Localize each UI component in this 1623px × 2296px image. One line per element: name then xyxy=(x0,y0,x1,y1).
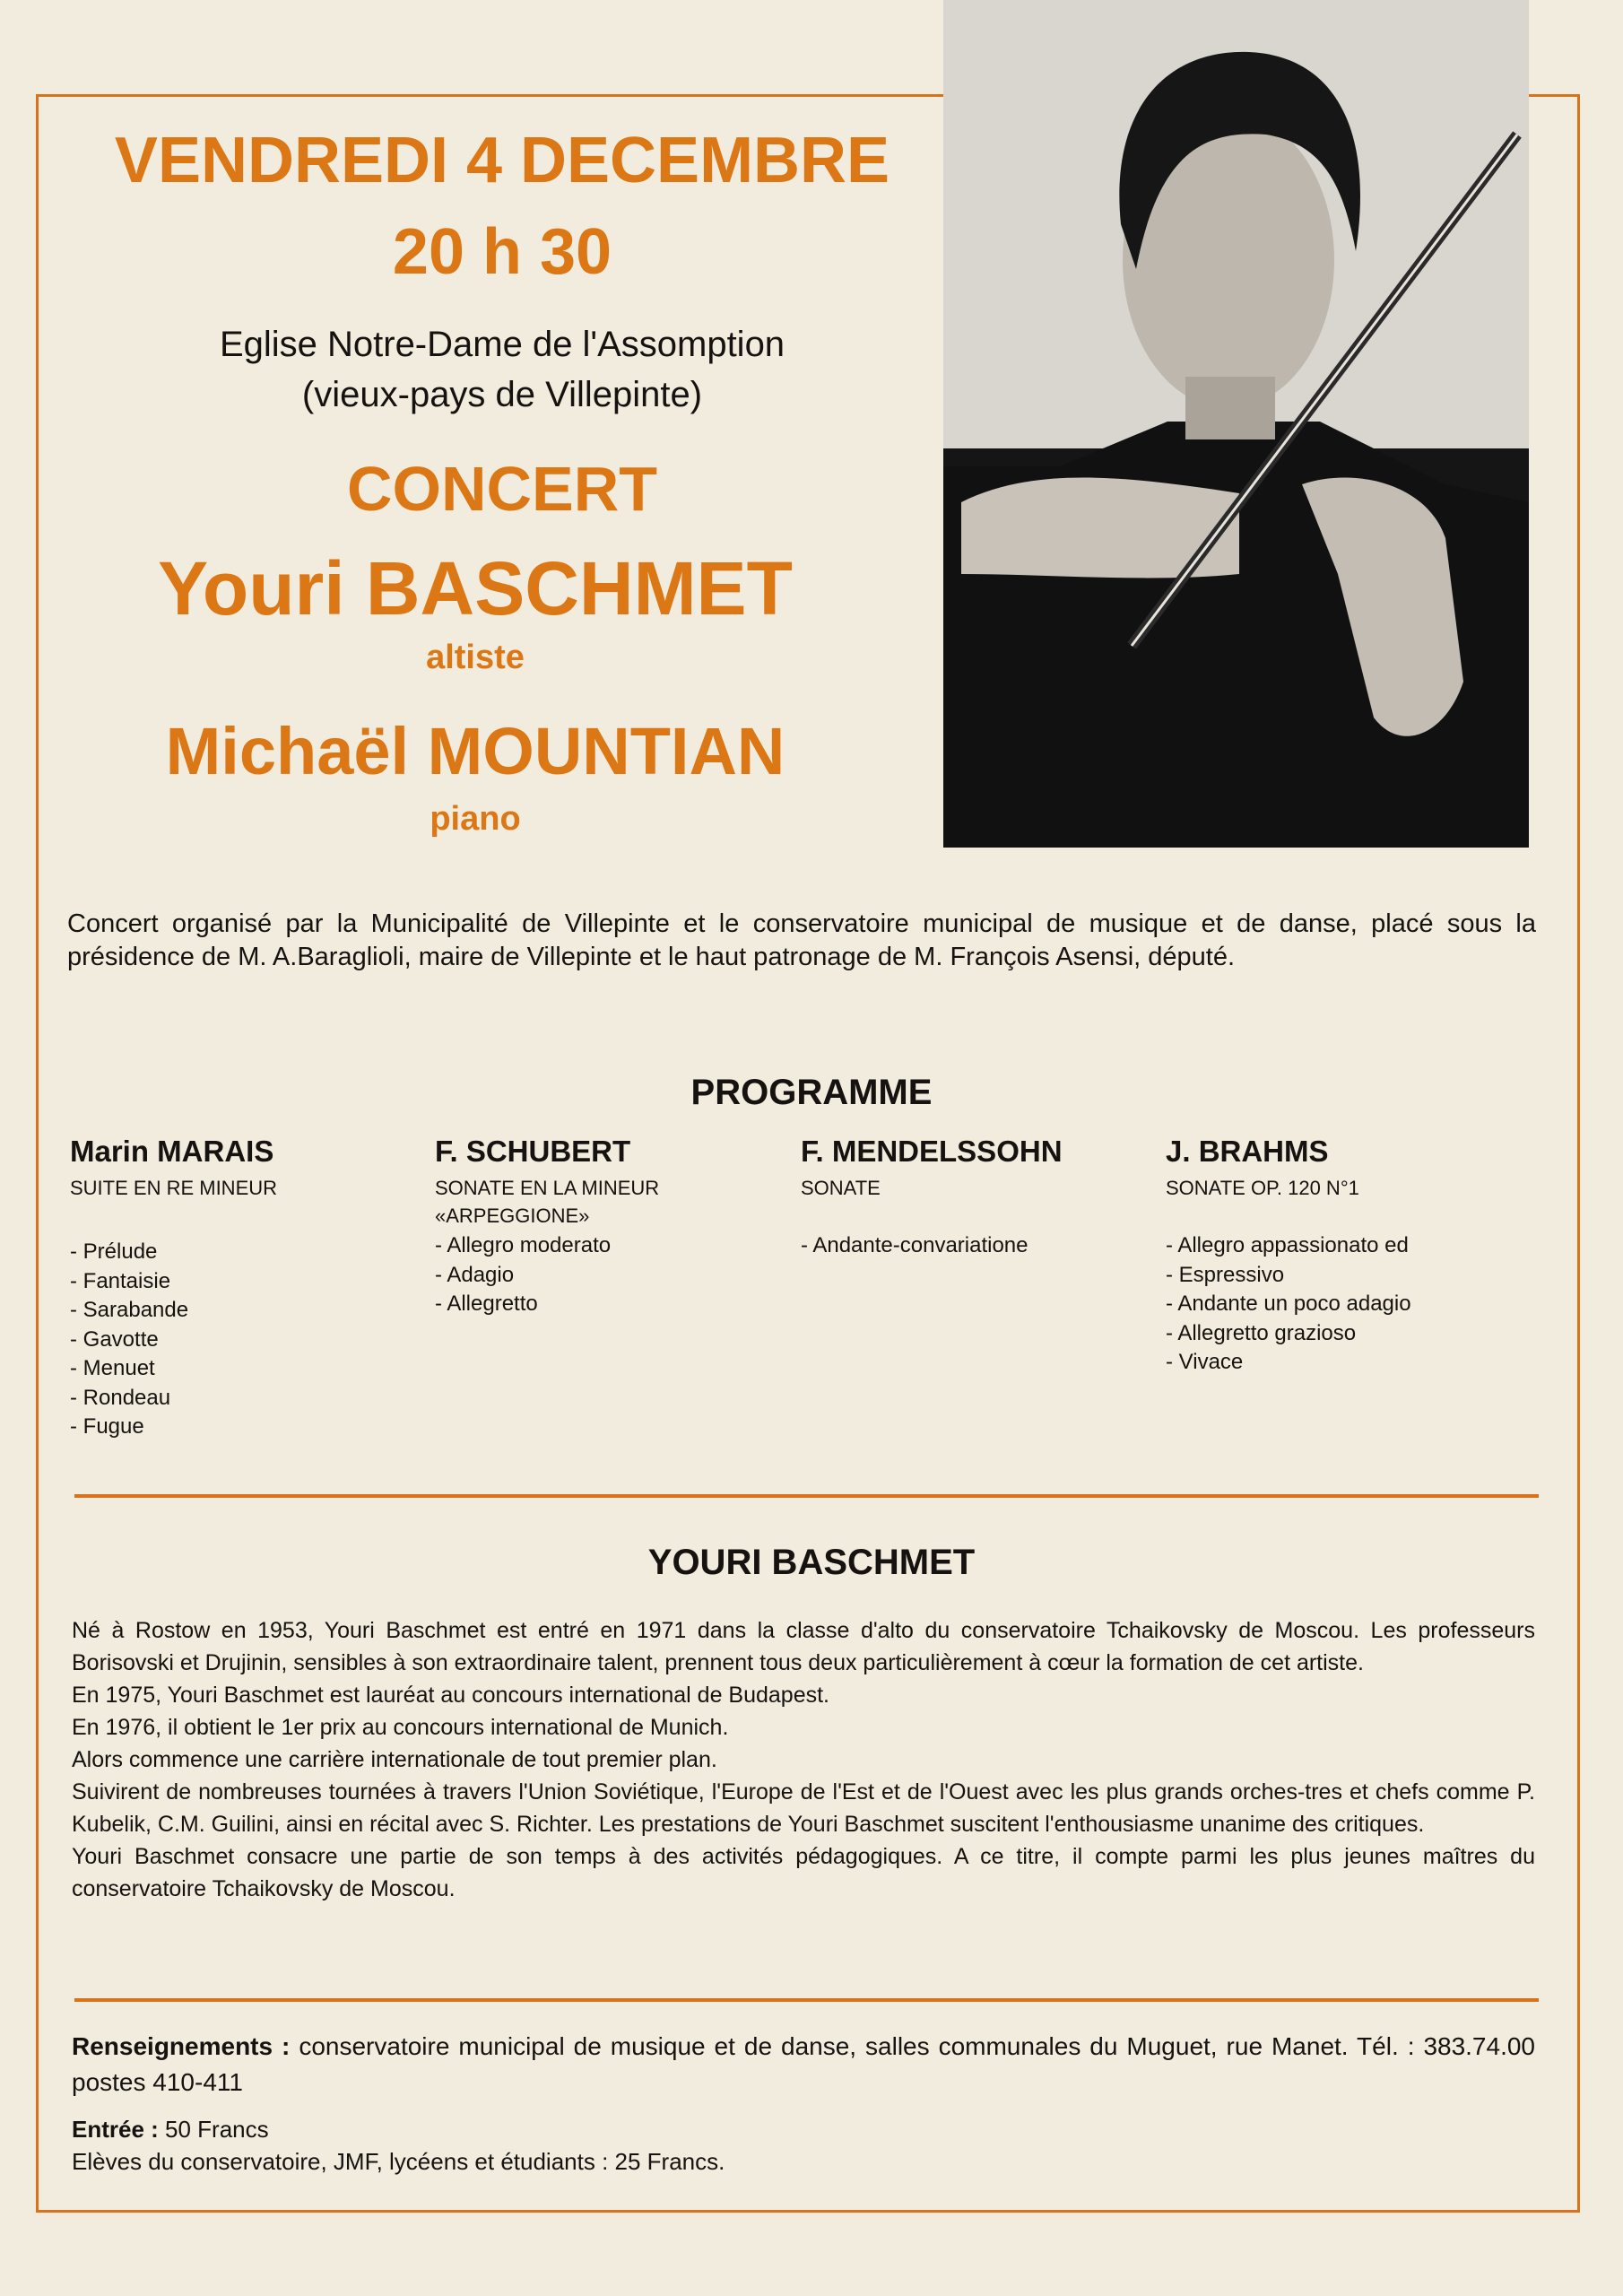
programme-heading: PROGRAMME xyxy=(690,1073,933,1112)
movement: - Allegretto xyxy=(435,1292,538,1316)
movement: - Fugue xyxy=(70,1414,144,1439)
programme-column xyxy=(801,1135,1159,1261)
movement: - Allegro moderato xyxy=(435,1233,612,1257)
violist-photo xyxy=(943,0,1529,848)
bio-text xyxy=(72,1614,1535,1905)
info-section xyxy=(72,2029,1535,2178)
info-text: conservatoire municipal de musique et de danse, salles communales du Muguet, rue Manet. Tél. : 383.74.00 postes 410-411 xyxy=(72,2032,1536,2096)
composer: Marin MARAIS xyxy=(70,1135,274,1168)
divider xyxy=(74,1494,1539,1498)
bio-paragraph: En 1976, il obtient le 1er prix au concours international de Munich. xyxy=(72,1715,729,1740)
composer: J. BRAHMS xyxy=(1166,1135,1329,1168)
programme-column xyxy=(70,1135,429,1442)
movement: - Espressivo xyxy=(1166,1262,1285,1287)
programme-column xyxy=(435,1135,794,1319)
movement: - Prélude xyxy=(70,1239,158,1264)
event-title: CONCERT xyxy=(346,454,658,524)
entry-price: 50 Francs xyxy=(158,2116,269,2143)
composer: F. SCHUBERT xyxy=(435,1135,631,1168)
movement: - Allegretto grazioso xyxy=(1166,1320,1357,1345)
work-subtitle: «ARPEGGIONE» xyxy=(435,1205,590,1227)
movement: - Menuet xyxy=(70,1356,155,1380)
bio-paragraph: En 1975, Youri Baschmet est lauréat au concours international de Budapest. xyxy=(72,1683,830,1708)
movement: - Andante-convariatione xyxy=(801,1233,1028,1257)
movement: - Sarabande xyxy=(70,1298,189,1322)
movement: - Adagio xyxy=(435,1262,515,1287)
bio-paragraph: Suivirent de nombreuses tournées à travers l'Union Soviétique, l'Europe de l'Est et de l'Ouest avec les plus grands orches-tres et chefs comme P. Kubelik, C.M. Guilini, ainsi en récital avec S. Richter. Les prestations de Youri Baschmet suscitent l'enthousiasme unanime des critiques. xyxy=(72,1779,1535,1837)
intro-paragraph: Concert organisé par la Municipalité de Villepinte et le conservatoire municipal de musique et de danse, placé sous la présidence de M. A.Baraglioli, maire de Villepinte et le haut patronage de M. François Asensi, député. xyxy=(67,909,1536,971)
work-title: SONATE OP. 120 N°1 xyxy=(1166,1177,1359,1199)
bio-paragraph: Alors commence une carrière internationale de tout premier plan. xyxy=(72,1747,717,1772)
movement: - Allegro appassionato ed xyxy=(1166,1233,1409,1257)
movement: - Rondeau xyxy=(70,1385,171,1410)
performer-1: Youri BASCHMET xyxy=(158,546,793,631)
venue-detail: (vieux-pays de Villepinte) xyxy=(301,375,703,414)
performer-2-role: piano xyxy=(430,800,521,838)
divider xyxy=(74,1998,1539,2002)
work-title: SONATE EN LA MINEUR xyxy=(435,1177,660,1199)
performer-2: Michaël MOUNTIAN xyxy=(165,714,785,788)
performer-1-role: altiste xyxy=(426,639,525,676)
entry-label: Entrée : xyxy=(72,2116,159,2143)
venue: Eglise Notre-Dame de l'Assomption xyxy=(219,325,785,364)
reduced-price: Elèves du conservatoire, JMF, lycéens et étudiants : 25 Francs. xyxy=(72,2148,725,2175)
work-title: SONATE xyxy=(801,1177,881,1199)
movement: - Fantaisie xyxy=(70,1268,171,1293)
composer: F. MENDELSSOHN xyxy=(801,1135,1063,1168)
concert-date: VENDREDI 4 DECEMBRE xyxy=(114,125,890,196)
info-label: Renseignements : xyxy=(72,2032,291,2060)
programme-column xyxy=(1166,1135,1524,1378)
movement: - Andante un poco adagio xyxy=(1166,1292,1411,1316)
work-title: SUITE EN RE MINEUR xyxy=(70,1177,278,1199)
bio-paragraph: Youri Baschmet consacre une partie de son temps à des activités pédagogiques. A ce titre, il compte parmi les plus jeunes maîtres du conservatoire Tchaikovsky de Moscou. xyxy=(72,1844,1535,1901)
bio-paragraph: Né à Rostow en 1953, Youri Baschmet est entré en 1971 dans la classe d'alto du conservatoire Tchaikovsky de Moscou. Les professeurs Borisovski et Drujinin, sensibles à son extraordinaire talent, prennent tous deux particulièrement à cœur la formation de cet artiste. xyxy=(72,1618,1535,1675)
movement: - Gavotte xyxy=(70,1326,159,1352)
bio-heading: YOURI BASCHMET xyxy=(647,1543,976,1582)
concert-time: 20 h 30 xyxy=(392,216,612,288)
movement: - Vivace xyxy=(1166,1350,1244,1374)
